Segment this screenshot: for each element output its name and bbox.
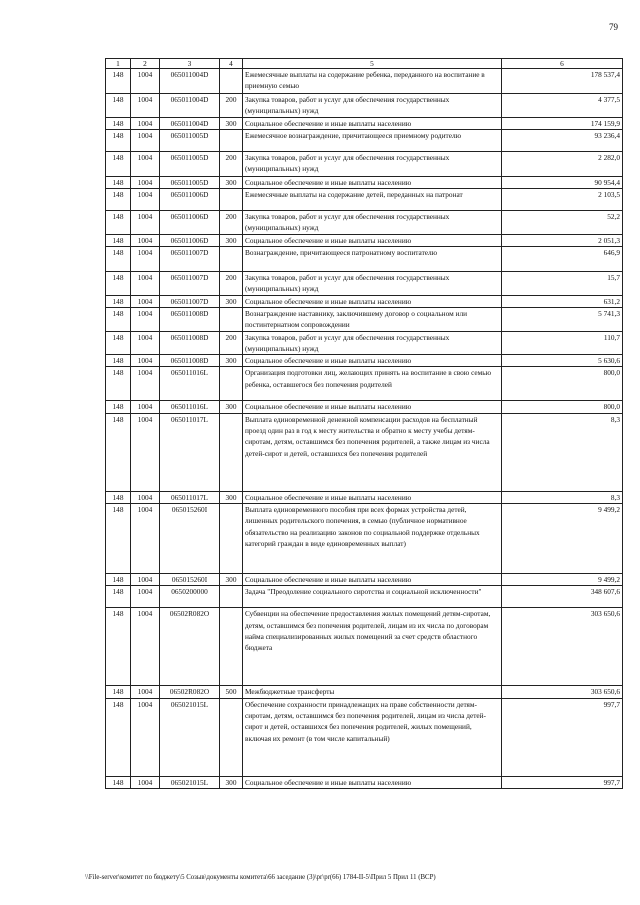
- column-header: 1: [106, 59, 131, 69]
- cell-target-code: 065011005D: [160, 176, 220, 188]
- cell-amount: 15,7: [502, 272, 623, 296]
- cell-description: Социальное обеспечение и иные выплаты населению: [243, 234, 502, 246]
- cell-section-id: 148: [106, 355, 131, 367]
- cell-expense-type: [220, 698, 243, 776]
- cell-description: Социальное обеспечение и иные выплаты населению: [243, 176, 502, 188]
- cell-expense-type: 300: [220, 295, 243, 307]
- cell-expense-type: 200: [220, 331, 243, 355]
- cell-section-id: 148: [106, 69, 131, 94]
- table-row: [106, 307, 623, 331]
- table-row: [106, 211, 623, 235]
- cell-subsection: 1004: [131, 151, 160, 176]
- cell-subsection: 1004: [131, 504, 160, 574]
- cell-amount: 52,2: [502, 211, 623, 235]
- cell-amount: 348 607,6: [502, 586, 623, 608]
- cell-target-code: 065011004D: [160, 94, 220, 118]
- table-row: [106, 151, 623, 176]
- table-row: [106, 247, 623, 272]
- page-number: 79: [609, 22, 618, 32]
- cell-amount: 2 282,0: [502, 151, 623, 176]
- cell-subsection: 1004: [131, 94, 160, 118]
- cell-amount: 997,7: [502, 698, 623, 776]
- cell-section-id: 148: [106, 776, 131, 788]
- cell-target-code: 06502R082O: [160, 686, 220, 698]
- cell-description: Закупка товаров, работ и услуг для обеспечения государственных (муниципальных) нужд: [243, 331, 502, 355]
- cell-expense-type: 300: [220, 491, 243, 503]
- cell-subsection: 1004: [131, 129, 160, 151]
- cell-expense-type: 200: [220, 272, 243, 296]
- cell-expense-type: [220, 586, 243, 608]
- table-row: [106, 574, 623, 586]
- cell-description: Задача "Преодоление социального сиротства и социальной исключенности": [243, 586, 502, 608]
- cell-expense-type: 300: [220, 776, 243, 788]
- cell-amount: 631,2: [502, 295, 623, 307]
- cell-subsection: 1004: [131, 355, 160, 367]
- cell-expense-type: [220, 413, 243, 491]
- cell-amount: 8,3: [502, 413, 623, 491]
- cell-section-id: 148: [106, 94, 131, 118]
- cell-target-code: 065011006D: [160, 211, 220, 235]
- cell-expense-type: [220, 247, 243, 272]
- cell-section-id: 148: [106, 176, 131, 188]
- cell-section-id: 148: [106, 189, 131, 211]
- cell-expense-type: [220, 504, 243, 574]
- cell-expense-type: [220, 307, 243, 331]
- file-path-footer: \\File-server\комитет по бюджету\5 Созыв\документы комитета\66 заседание (3)\pr\pr(66) 1784-II-5\Прил 5 Прил 11 (ВСР): [85, 874, 436, 881]
- cell-description: Ежемесячные выплаты на содержание ребенка, переданного на воспитание в приемную семью: [243, 69, 502, 94]
- cell-subsection: 1004: [131, 176, 160, 188]
- cell-amount: 90 954,4: [502, 176, 623, 188]
- cell-subsection: 1004: [131, 307, 160, 331]
- cell-amount: 9 499,2: [502, 504, 623, 574]
- cell-expense-type: 300: [220, 176, 243, 188]
- cell-target-code: 065011008D: [160, 331, 220, 355]
- table-row: [106, 355, 623, 367]
- table-row: [106, 504, 623, 574]
- cell-target-code: 065021015L: [160, 698, 220, 776]
- cell-target-code: 065011008D: [160, 307, 220, 331]
- cell-section-id: 148: [106, 331, 131, 355]
- table-row: [106, 686, 623, 698]
- cell-subsection: 1004: [131, 367, 160, 401]
- cell-target-code: 065011004D: [160, 69, 220, 94]
- cell-amount: 8,3: [502, 491, 623, 503]
- cell-description: Ежемесячные выплаты на содержание детей, переданных на патронат: [243, 189, 502, 211]
- cell-expense-type: 300: [220, 355, 243, 367]
- cell-expense-type: 300: [220, 401, 243, 413]
- cell-section-id: 148: [106, 247, 131, 272]
- cell-description: Ежемесячное вознаграждение, причитающееся приемному родителю: [243, 129, 502, 151]
- cell-section-id: 148: [106, 151, 131, 176]
- cell-description: Выплата единовременной денежной компенсации расходов на бесплатный проезд один раз в год к месту жительства и обратно к месту учебы детям-сиротам, детям, оставшимся без попечения родителей, а также лицам из числа детей-сирот и детей, оставшихся без попечения родителей: [243, 413, 502, 491]
- cell-amount: 303 650,6: [502, 686, 623, 698]
- table-row: [106, 234, 623, 246]
- budget-table: [105, 58, 623, 789]
- table-row: [106, 272, 623, 296]
- cell-description: Социальное обеспечение и иные выплаты населению: [243, 574, 502, 586]
- cell-target-code: 065011005D: [160, 129, 220, 151]
- table-row: [106, 176, 623, 188]
- cell-subsection: 1004: [131, 608, 160, 686]
- cell-target-code: 065011005D: [160, 151, 220, 176]
- cell-amount: 4 377,5: [502, 94, 623, 118]
- cell-expense-type: [220, 69, 243, 94]
- cell-subsection: 1004: [131, 295, 160, 307]
- cell-expense-type: [220, 189, 243, 211]
- cell-description: Социальное обеспечение и иные выплаты населению: [243, 401, 502, 413]
- cell-target-code: 065015260I: [160, 574, 220, 586]
- cell-target-code: 065011007D: [160, 295, 220, 307]
- cell-description: Социальное обеспечение и иные выплаты населению: [243, 355, 502, 367]
- cell-section-id: 148: [106, 686, 131, 698]
- column-header: 6: [502, 59, 623, 69]
- table-row: [106, 94, 623, 118]
- table-row: [106, 295, 623, 307]
- cell-description: Социальное обеспечение и иные выплаты населению: [243, 117, 502, 129]
- cell-amount: 110,7: [502, 331, 623, 355]
- cell-amount: 9 499,2: [502, 574, 623, 586]
- column-header: 2: [131, 59, 160, 69]
- cell-target-code: 065011017L: [160, 413, 220, 491]
- cell-target-code: 065011006D: [160, 234, 220, 246]
- cell-target-code: 065011004D: [160, 117, 220, 129]
- cell-expense-type: 500: [220, 686, 243, 698]
- cell-amount: 174 159,9: [502, 117, 623, 129]
- table-row: [106, 401, 623, 413]
- cell-subsection: 1004: [131, 574, 160, 586]
- column-header: 3: [160, 59, 220, 69]
- table-row: [106, 69, 623, 94]
- cell-description: Закупка товаров, работ и услуг для обеспечения государственных (муниципальных) нужд: [243, 94, 502, 118]
- cell-subsection: 1004: [131, 272, 160, 296]
- table-row: [106, 608, 623, 686]
- cell-description: Обеспечение сохранности принадлежащих на праве собственности детям-сиротам, детям, оставшимся без попечения родителей, лицам из числа детей-сирот и детей, оставшихся без попечения родителей, жилых помещений, включая их ремонт (в том числе капитальный): [243, 698, 502, 776]
- table-header-row: [106, 59, 623, 69]
- cell-description: Субвенции на обеспечение предоставления жилых помещений детям-сиротам, детям, оставшимся без попечения родителей, лицам из их числа по договорам найма специализированных жилых помещений за счет средств областного бюджета: [243, 608, 502, 686]
- cell-target-code: 065011007D: [160, 272, 220, 296]
- cell-description: Вознаграждение, причитающееся патронатному воспитателю: [243, 247, 502, 272]
- cell-subsection: 1004: [131, 189, 160, 211]
- cell-target-code: 065011007D: [160, 247, 220, 272]
- table-row: [106, 189, 623, 211]
- cell-expense-type: 200: [220, 94, 243, 118]
- cell-subsection: 1004: [131, 586, 160, 608]
- cell-subsection: 1004: [131, 234, 160, 246]
- cell-target-code: 065011017L: [160, 491, 220, 503]
- cell-subsection: 1004: [131, 491, 160, 503]
- cell-expense-type: 300: [220, 234, 243, 246]
- cell-section-id: 148: [106, 491, 131, 503]
- cell-subsection: 1004: [131, 413, 160, 491]
- cell-description: Закупка товаров, работ и услуг для обеспечения государственных (муниципальных) нужд: [243, 211, 502, 235]
- cell-section-id: 148: [106, 211, 131, 235]
- cell-amount: 800,0: [502, 367, 623, 401]
- cell-subsection: 1004: [131, 686, 160, 698]
- cell-expense-type: 300: [220, 117, 243, 129]
- cell-description: Закупка товаров, работ и услуг для обеспечения государственных (муниципальных) нужд: [243, 272, 502, 296]
- cell-description: Социальное обеспечение и иные выплаты населению: [243, 295, 502, 307]
- cell-section-id: 148: [106, 295, 131, 307]
- cell-section-id: 148: [106, 272, 131, 296]
- cell-expense-type: [220, 608, 243, 686]
- table-row: [106, 491, 623, 503]
- table-row: [106, 129, 623, 151]
- table-row: [106, 413, 623, 491]
- cell-subsection: 1004: [131, 331, 160, 355]
- cell-expense-type: 300: [220, 574, 243, 586]
- cell-target-code: 065011016L: [160, 367, 220, 401]
- cell-amount: 303 650,6: [502, 608, 623, 686]
- cell-target-code: 065015260I: [160, 504, 220, 574]
- cell-expense-type: 200: [220, 211, 243, 235]
- column-header: 5: [243, 59, 502, 69]
- cell-section-id: 148: [106, 608, 131, 686]
- cell-description: Социальное обеспечение и иные выплаты населению: [243, 491, 502, 503]
- cell-target-code: 065011016L: [160, 401, 220, 413]
- cell-description: Социальное обеспечение и иные выплаты населению: [243, 776, 502, 788]
- cell-subsection: 1004: [131, 698, 160, 776]
- cell-amount: 997,7: [502, 776, 623, 788]
- table-row: [106, 776, 623, 788]
- cell-amount: 5 741,3: [502, 307, 623, 331]
- cell-subsection: 1004: [131, 247, 160, 272]
- cell-amount: 2 103,5: [502, 189, 623, 211]
- cell-amount: 800,0: [502, 401, 623, 413]
- cell-expense-type: 200: [220, 151, 243, 176]
- cell-subsection: 1004: [131, 117, 160, 129]
- cell-amount: 2 051,3: [502, 234, 623, 246]
- cell-subsection: 1004: [131, 401, 160, 413]
- cell-target-code: 065011006D: [160, 189, 220, 211]
- table-row: [106, 698, 623, 776]
- cell-section-id: 148: [106, 574, 131, 586]
- cell-section-id: 148: [106, 367, 131, 401]
- cell-description: Выплата единовременного пособия при всех формах устройства детей, лишенных родительского попечения, в семью (публичное нормативное обязательство на реализацию законов по социальной поддержке отдельных категорий граждан в виде единовременных выплат): [243, 504, 502, 574]
- cell-section-id: 148: [106, 586, 131, 608]
- cell-section-id: 148: [106, 234, 131, 246]
- cell-subsection: 1004: [131, 211, 160, 235]
- cell-amount: 93 236,4: [502, 129, 623, 151]
- cell-subsection: 1004: [131, 776, 160, 788]
- cell-description: Закупка товаров, работ и услуг для обеспечения государственных (муниципальных) нужд: [243, 151, 502, 176]
- cell-section-id: 148: [106, 401, 131, 413]
- cell-description: Организация подготовки лиц, желающих принять на воспитание в свою семью ребенка, оставшегося без попечения родителей: [243, 367, 502, 401]
- cell-target-code: 065021015L: [160, 776, 220, 788]
- cell-target-code: 0650200000: [160, 586, 220, 608]
- cell-amount: 646,9: [502, 247, 623, 272]
- cell-amount: 178 537,4: [502, 69, 623, 94]
- cell-target-code: 065011008D: [160, 355, 220, 367]
- cell-section-id: 148: [106, 117, 131, 129]
- cell-description: Вознаграждение наставнику, заключившему договор о социальном или постинтернатном сопровождении: [243, 307, 502, 331]
- table-row: [106, 331, 623, 355]
- column-header: 4: [220, 59, 243, 69]
- cell-description: Межбюджетные трансферты: [243, 686, 502, 698]
- cell-expense-type: [220, 367, 243, 401]
- cell-amount: 5 630,6: [502, 355, 623, 367]
- table-row: [106, 117, 623, 129]
- cell-section-id: 148: [106, 307, 131, 331]
- cell-target-code: 06502R082O: [160, 608, 220, 686]
- cell-section-id: 148: [106, 413, 131, 491]
- cell-section-id: 148: [106, 504, 131, 574]
- cell-section-id: 148: [106, 129, 131, 151]
- table-row: [106, 367, 623, 401]
- table-row: [106, 586, 623, 608]
- cell-expense-type: [220, 129, 243, 151]
- cell-section-id: 148: [106, 698, 131, 776]
- cell-subsection: 1004: [131, 69, 160, 94]
